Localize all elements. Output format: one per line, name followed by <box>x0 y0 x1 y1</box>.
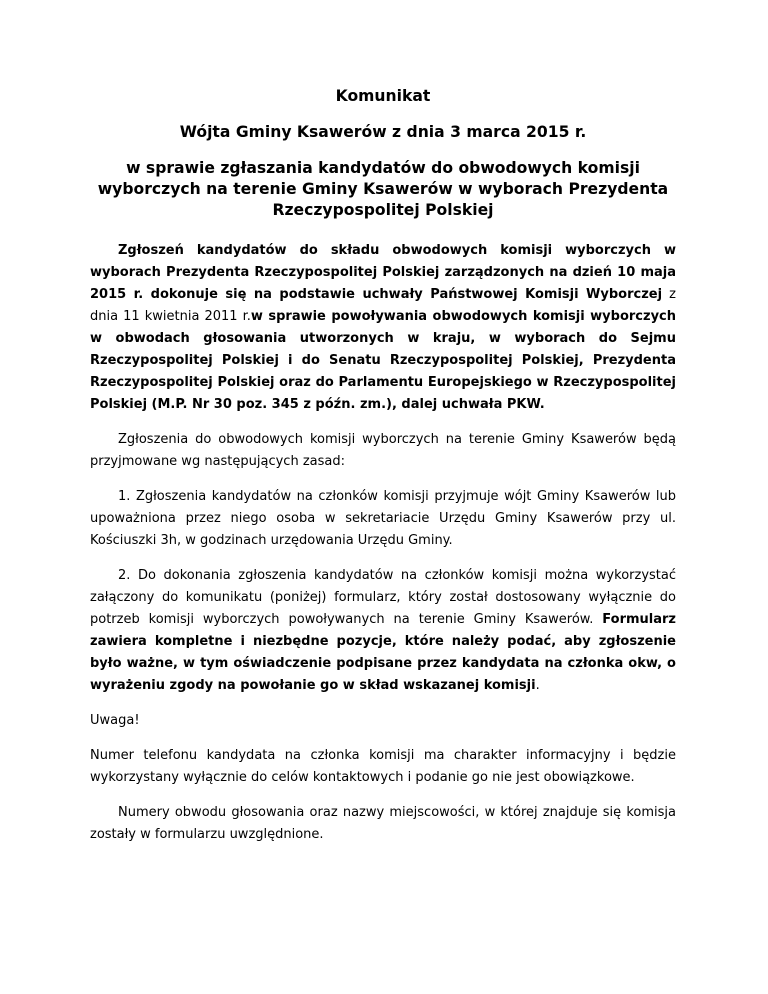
document-title: Komunikat <box>335 87 431 105</box>
intro-part2: z dnia 11 kwietnia 2011 r. <box>90 287 677 324</box>
note-form-paragraph: Numery obwodu głosowania oraz nazwy miejscowości, w której znajduje się komisja zostały w formularzu uwzględnione. <box>90 805 676 842</box>
document-page <box>90 86 676 859</box>
intro-part3: w sprawie powoływania obwodowych komisji wyborczych w obwodach głosowania utworzonych w kraju, w wyborach do Sejmu Rzeczypospolitej Polskiej i do Senatu Rzeczypospolitej Polskiej, Prezydenta Rzeczypospolitej Polskiej oraz do Parlamentu Europejskiego w Rzeczypospolitej Polskiej (M.P. Nr 30 poz. 345 z późn. zm.), dalej uchwała PKW. <box>90 309 677 412</box>
note-label: Uwaga! <box>90 713 140 728</box>
rule-1-paragraph: 1. Zgłoszenia kandydatów na członków komisji przyjmuje wójt Gminy Ksawerów lub upoważniona przez niego osoba w sekretariacie Urzędu Gminy Ksawerów przy ul. Kościuszki 3h, w godzinach urzędowania Urzędu Gminy. <box>90 489 676 548</box>
note-phone-paragraph: Numer telefonu kandydata na członka komisji ma charakter informacyjny i będzie wykorzystany wyłącznie do celów kontaktowych i podanie go nie jest obowiązkowe. <box>90 748 676 785</box>
document-subject: w sprawie zgłaszania kandydatów do obwodowych komisji wyborczych na terenie Gminy Ksawerów w wyborach Prezydenta Rzeczypospolitej Polskiej <box>97 159 669 219</box>
rule-2-part3: . <box>535 678 540 693</box>
document-subtitle: Wójta Gminy Ksawerów z dnia 3 marca 2015 r. <box>179 123 587 141</box>
rules-intro-paragraph: Zgłoszenia do obwodowych komisji wyborczych na terenie Gminy Ksawerów będą przyjmowane wg następujących zasad: <box>90 432 676 469</box>
rule-2-part1: 2. Do dokonania zgłoszenia kandydatów na członków komisji można wykorzystać załączony do komunikatu (poniżej) formularz, który został dostosowany wyłącznie do potrzeb komisji wyborczych powoływanych na terenie Gminy Ksawerów. <box>90 568 676 627</box>
rule-2-part2: Formularz zawiera kompletne i niezbędne pozycje, które należy podać, aby zgłoszenie było ważne, w tym oświadczenie podpisane przez kandydata na członka okw, o wyrażeniu zgody na powołanie go w skład wskazanej komisji <box>90 612 676 693</box>
intro-paragraph <box>90 240 676 416</box>
rule-2-paragraph <box>90 565 676 697</box>
intro-part1: Zgłoszeń kandydatów do składu obwodowych komisji wyborczych w wyborach Prezydenta Rzeczypospolitej Polskiej zarządzonych na dzień 10 maja 2015 r. dokonuje się na podstawie uchwały Państwowej Komisji Wyborczej <box>90 243 676 302</box>
